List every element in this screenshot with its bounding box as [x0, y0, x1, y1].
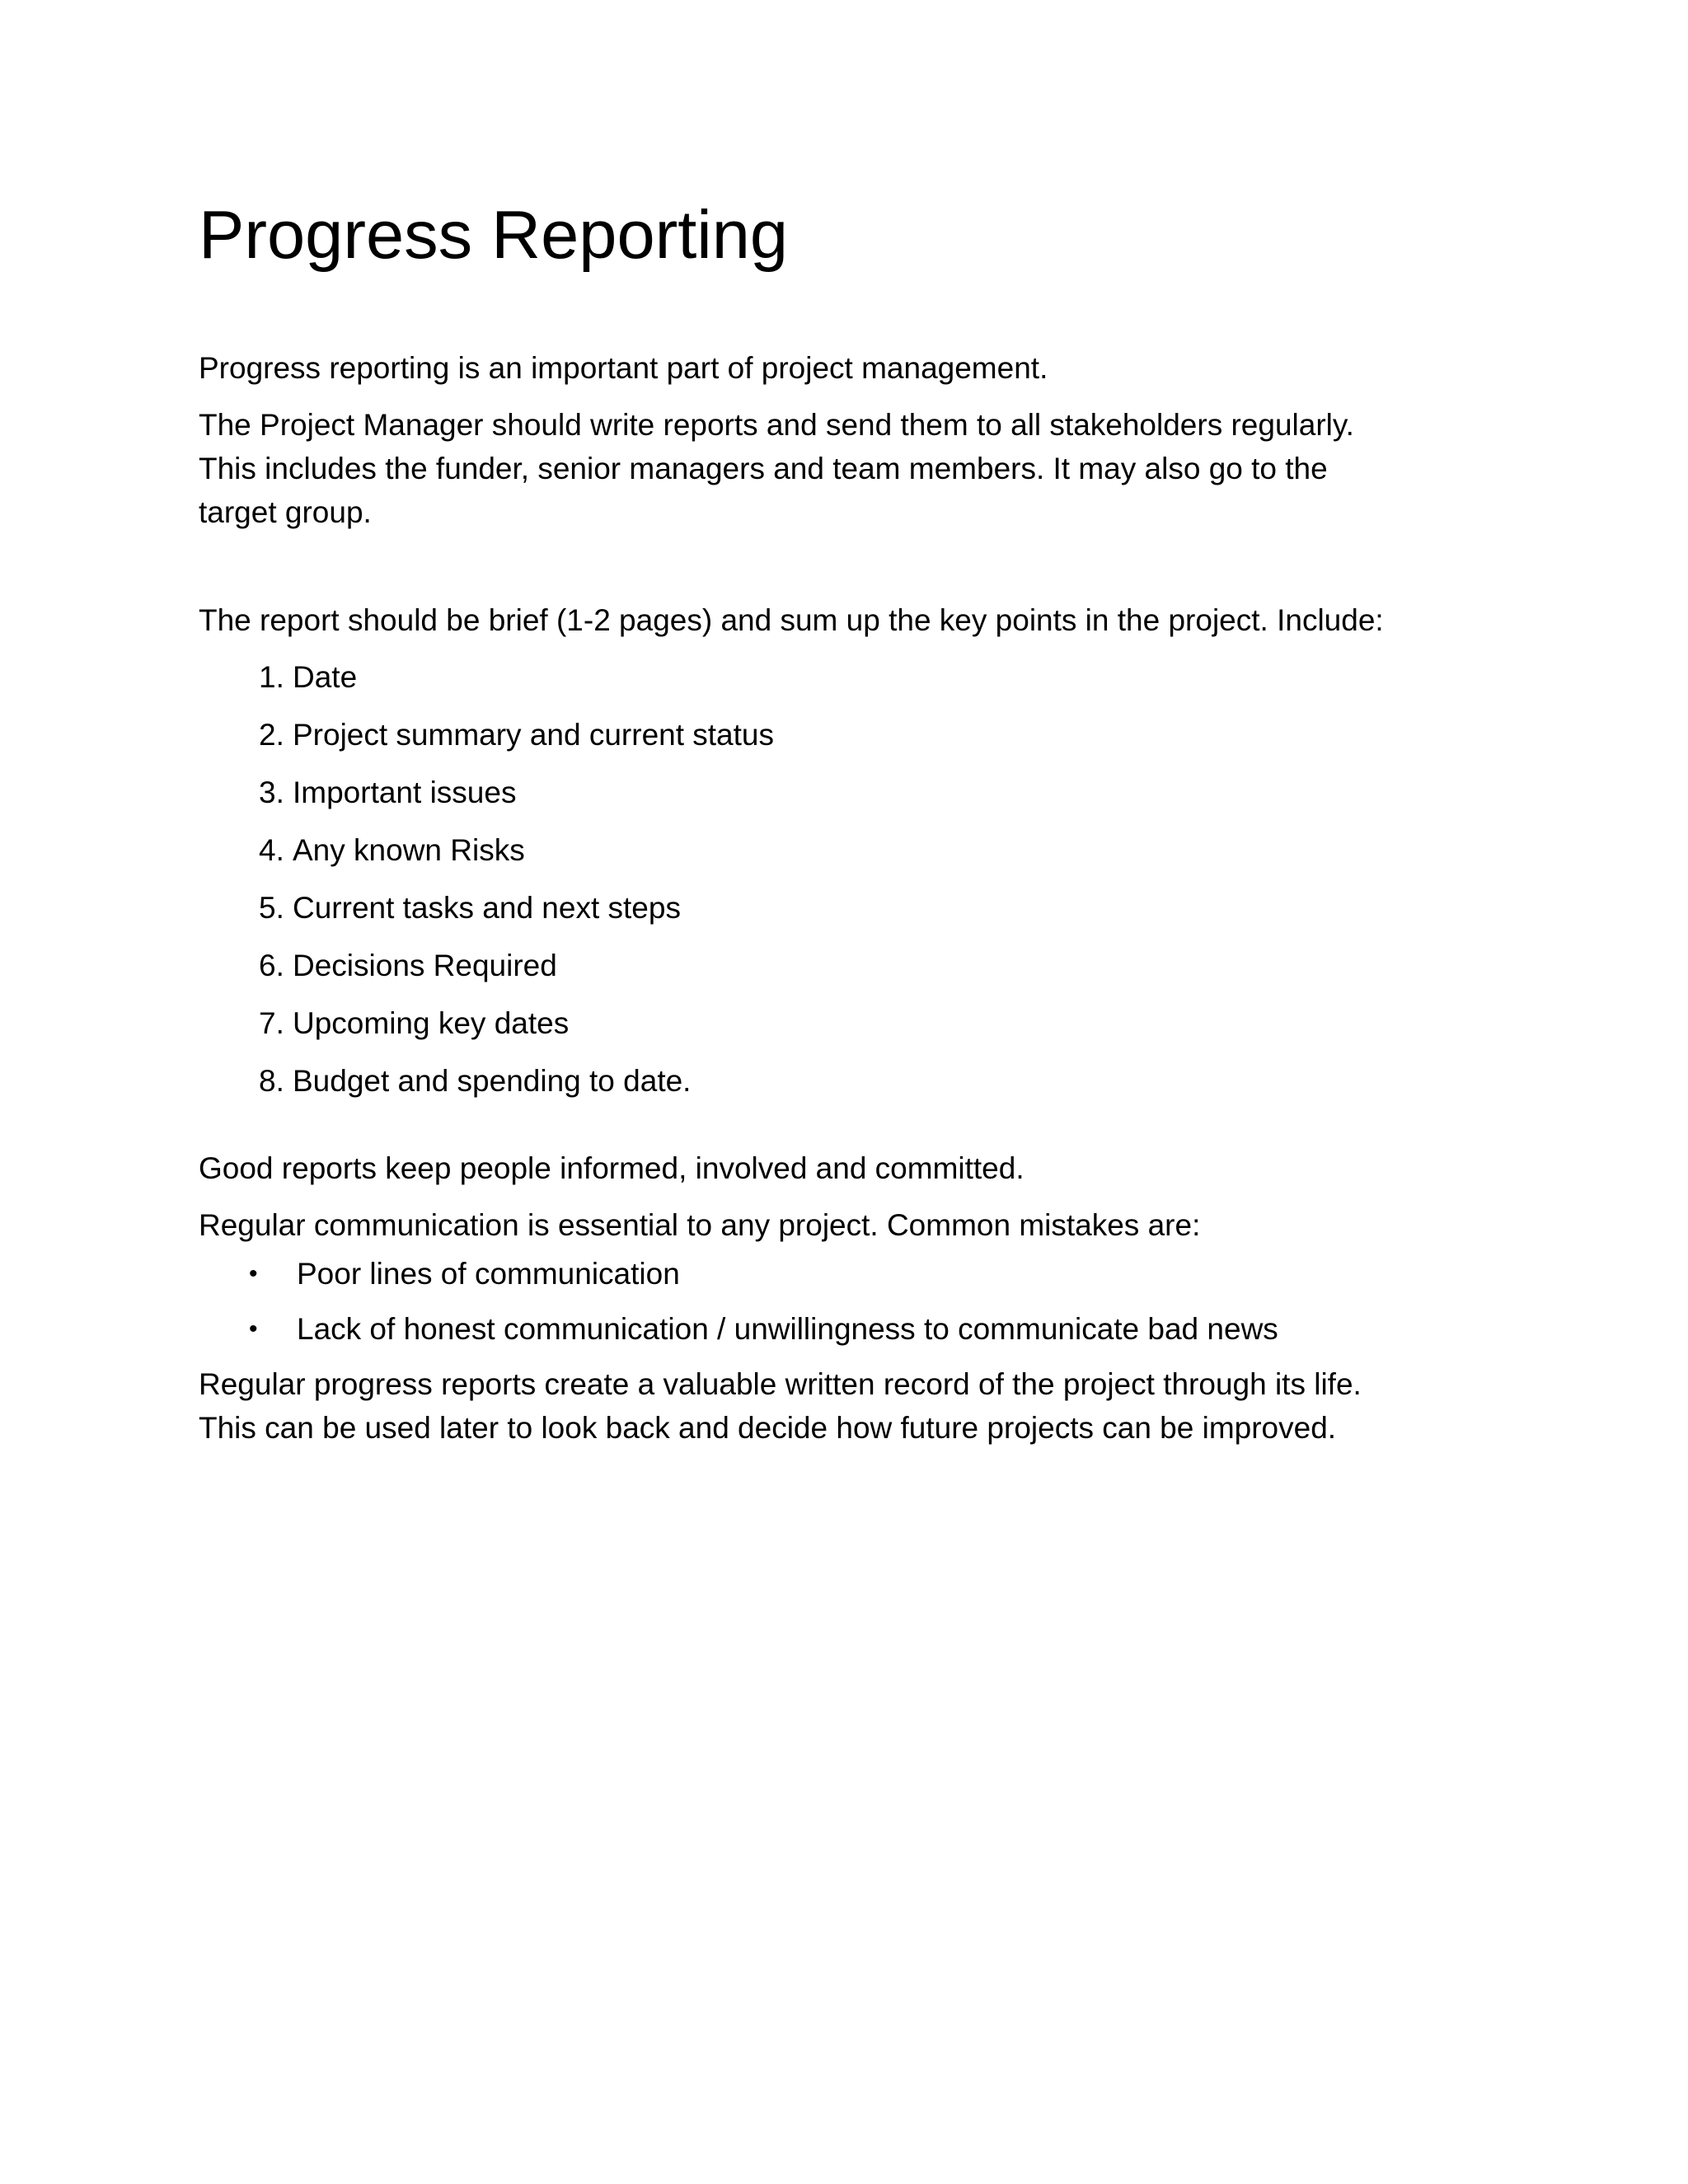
stakeholders-line-2: This includes the funder, senior managers and team members. It may also go to the	[199, 452, 1328, 485]
list-item	[259, 771, 1534, 814]
page-title: Progress Reporting	[199, 196, 789, 273]
closing-line-2: This can be used later to look back and decide how future projects can be improved.	[199, 1411, 1337, 1445]
mistakes-intro-paragraph: Regular communication is essential to any project. Common mistakes are:	[199, 1208, 1201, 1242]
list-item	[259, 713, 1534, 757]
bullet-icon: •	[249, 1315, 258, 1343]
bullet-icon: •	[249, 1260, 258, 1287]
list-item-number: 8.	[259, 1064, 284, 1098]
list-item	[249, 1307, 1534, 1351]
list-item	[259, 1059, 1534, 1103]
list-item-text: Decisions Required	[293, 949, 557, 982]
stakeholders-line-3: target group.	[199, 495, 372, 529]
stakeholders-line-1: The Project Manager should write reports and send them to all stakeholders regularly.	[199, 408, 1354, 442]
list-item-number: 7.	[259, 1006, 284, 1040]
list-item-text: Any known Risks	[293, 833, 525, 867]
list-item-text: Date	[293, 660, 358, 694]
include-list	[199, 655, 1534, 1103]
list-item-text: Project summary and current status	[293, 718, 774, 752]
list-item	[259, 886, 1534, 930]
mistakes-list	[199, 1252, 1534, 1351]
list-item-number: 2.	[259, 718, 284, 752]
closing-line-1: Regular progress reports create a valuable written record of the project through its life.	[199, 1367, 1362, 1401]
list-item-number: 1.	[259, 660, 284, 694]
list-item-text: Upcoming key dates	[293, 1006, 570, 1040]
list-item-text: Lack of honest communication / unwillingness to communicate bad news	[297, 1312, 1278, 1346]
good-reports-paragraph: Good reports keep people informed, involved and committed.	[199, 1151, 1025, 1185]
list-item-text: Current tasks and next steps	[293, 891, 681, 925]
list-item-text: Important issues	[293, 776, 517, 809]
list-item-number: 6.	[259, 949, 284, 982]
report-intro-paragraph: The report should be brief (1-2 pages) and sum up the key points in the project. Include:	[199, 603, 1384, 637]
list-item	[249, 1252, 1534, 1296]
document-page	[199, 194, 1534, 1450]
list-item	[259, 828, 1534, 872]
list-item	[259, 655, 1534, 699]
list-item	[259, 944, 1534, 987]
stakeholders-paragraph	[199, 403, 1534, 534]
list-item-number: 4.	[259, 833, 284, 867]
list-item-number: 3.	[259, 776, 284, 809]
intro-paragraph: Progress reporting is an important part of project management.	[199, 351, 1048, 385]
closing-paragraph	[199, 1362, 1534, 1450]
list-item-text: Poor lines of communication	[297, 1257, 680, 1291]
list-item-text: Budget and spending to date.	[293, 1064, 692, 1098]
list-item-number: 5.	[259, 891, 284, 925]
list-item	[259, 1001, 1534, 1045]
